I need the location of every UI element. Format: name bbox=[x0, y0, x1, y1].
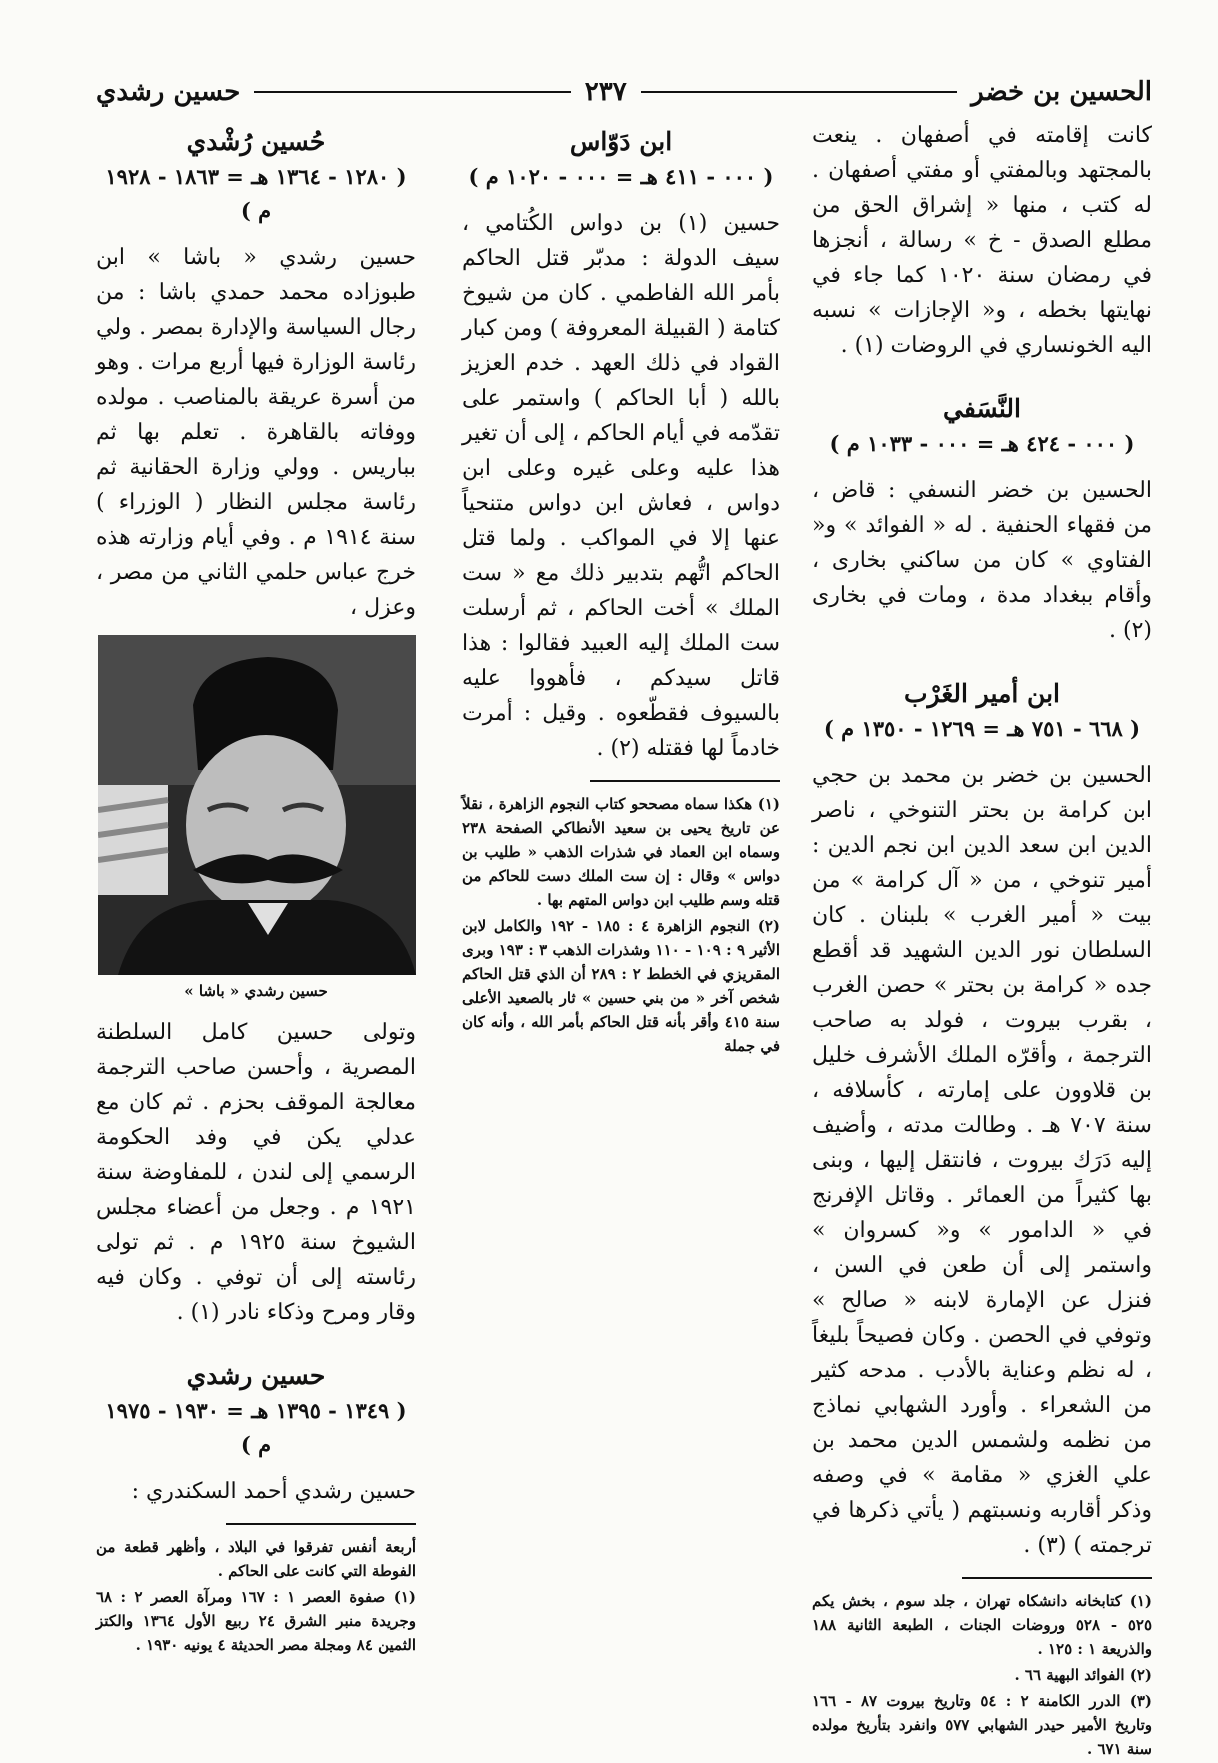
entry-title-nasafi: النَّسَفي bbox=[943, 394, 1021, 423]
right-column bbox=[812, 118, 1152, 1763]
entry-dates-husain-rushdi: ( ١٢٨٠ - ١٣٦٤ هـ = ١٨٦٣ - ١٩٢٨ م ) bbox=[105, 164, 407, 223]
entry-text-husain-rushdi: حسين رشدي « باشا » ابن طبوزاده محمد حمدي باشا : من رجال السياسة والإدارة بمصر . ولي رئاسة الوزارة فيها أربع مرات . وهو من أسرة عريقة بالمناصب . مولده ووفاته بالقاهرة . تعلم بها ثم بباريس . وولي وزارة الحقانية ثم رئاسة مجلس النظار ( الوزراء ) سنة ١٩١٤ م . وفي أيام وزارته هذه خرج عباس حلمي الثاني من مصر ، وعزل ، bbox=[96, 245, 416, 620]
footnote: (٢) النجوم الزاهرة ٤ : ١٨٥ - ١٩٢ والكامل لابن الأثير ٩ : ١٠٩ - ١١٠ وشذرات الذهب ٣ : ١٩٣ وبرى المقريزي في الخطط ٢ : ٢٨٩ أن الذي قتل الحاكم شخص آخر « من بني حسين » ثار بالصعيد الأعلى سنة ٤١٥ وأقر بأنه قتل الحاكم بأمر الله ، وأنه كان في جملة bbox=[462, 917, 781, 1055]
page-number: ٢٣٧ bbox=[584, 77, 627, 107]
footnote-rule bbox=[590, 780, 780, 782]
footnote: (١) كتابخانه دانشكاه تهران ، جلد سوم ، بخش يكم ٥٢٥ - ٥٢٨ وروضات الجنات ، الطبعة الثانية ١٨٨ والذريعة ١ : ١٢٥ . bbox=[812, 1592, 1152, 1658]
header-left-title: حسين رشدي bbox=[96, 77, 241, 107]
entry-text-husain-rushdi-2: حسين رشدي أحمد السكندري : bbox=[131, 1479, 416, 1504]
footnotes bbox=[812, 1589, 1152, 1761]
entry-dates-nasafi: ( ٠٠٠ - ٤٢٤ هـ = ٠٠٠ - ١٠٣٣ م ) bbox=[829, 431, 1135, 456]
portrait-photo bbox=[98, 635, 416, 975]
footnote: (٢) الفوائد البهية ٦٦ . bbox=[1014, 1666, 1152, 1684]
entry-text-husain-rushdi-cont: وتولى حسين كامل السلطنة المصرية ، وأحسن صاحب الترجمة معالجة الموقف بحزم . ثم كان مع عدلي يكن في وفد الحكومة الرسمي إلى لندن ، للمفاوضة سنة ١٩٢١ م . وجعل من أعضاء مجلس الشيوخ سنة ١٩٢٥ م . ثم تولى رئاسته إلى أن توفي . وكان فيه وقار ومرح وذكاء نادر (١) . bbox=[96, 1020, 416, 1325]
entry-title-ibn-dawwas: ابن دَوّاس bbox=[569, 127, 673, 156]
entry-dates-ibn-dawwas: ( ٠٠٠ - ٤١١ هـ = ٠٠٠ - ١٠٢٠ م ) bbox=[468, 164, 774, 189]
left-column bbox=[96, 118, 416, 1659]
portrait-illustration bbox=[98, 635, 416, 975]
footnote: (٣) الدرر الكامنة ٢ : ٥٤ وتاريخ بيروت ٨٧ - ١٦٦ وتاريخ الأمير حيدر الشهابي ٥٧٧ وانفرد بتأريخ مولده سنة ٦٧١ . bbox=[812, 1692, 1153, 1758]
entry-title-amir-gharb: ابن أمير الغَرْب bbox=[904, 679, 1060, 708]
entry-dates-amir-gharb: ( ٦٦٨ - ٧٥١ هـ = ١٢٦٩ - ١٣٥٠ م ) bbox=[823, 716, 1141, 741]
entry-text-nasafi: الحسين بن خضر النسفي : قاض ، من فقهاء الحنفية . له « الفوائد » و« الفتاوي » كان من ساكني بخارى ، وأقام ببغداد مدة ، ومات في بخارى (٢) . bbox=[812, 478, 1152, 643]
footnotes bbox=[96, 1535, 416, 1657]
footnote: (١) هكذا سماه مصححو كتاب النجوم الزاهرة ، نقلاً عن تاريخ يحيى بن سعيد الأنطاكي الصفحة ٢٣٨ وسماه ابن العماد في شذرات الذهب « طليب بن دواس » وقال : إن ست الملك دست للحاكم من قتله وسم طليب ابن دواس المتهم بها . bbox=[462, 795, 780, 909]
middle-column bbox=[462, 118, 780, 1060]
running-header bbox=[96, 72, 1152, 112]
portrait-caption: حسين رشدي « باشا » bbox=[184, 982, 328, 1000]
entry-text-ibn-dawwas: حسين (١) بن دواس الكُتامي ، سيف الدولة : مدبّر قتل الحاكم بأمر الله الفاطمي . كان من شيوخ كتامة ( القبيلة المعروفة ) ومن كبار القواد في ذلك العهد . خدم العزيز بالله ( أبا الحاكم ) واستمر على تقدّمه في أيام الحاكم ، إلى أن تغير هذا عليه وعلى غيره وعلى ابن دواس ، فعاش ابن دواس متنحياً عنها إلا في المواكب . ولما قتل الحاكم اتُّهم بتدبير ذلك مع « ست الملك » أخت الحاكم ، ثم أرسلت ست الملك إليه العبيد فقالوا : هذا قاتل سيدكم ، فأهووا عليه بالسيوف فقطّعوه . وقيل : أمرت خادماً لها فقتله (٢) . bbox=[462, 211, 781, 761]
entry-title-husain-rushdi-2: حسين رشدي bbox=[186, 1361, 326, 1390]
footnote: (١) صفوة العصر ١ : ١٦٧ ومرآة العصر ٢ : ٦٨ وجريدة منبر الشرق ٢٤ ربيع الأول ١٣٦٤ والكتز الثمين ٨٤ ومجلة مصر الحديثة ٤ يونيه ١٩٣٠ . bbox=[96, 1588, 416, 1654]
footnote-rule bbox=[962, 1577, 1152, 1579]
header-right-title: الحسين بن خضر bbox=[971, 77, 1152, 107]
header-rule bbox=[641, 91, 957, 93]
footnote-continuation: أربعة أنفس تفرقوا في البلاد ، وأظهر قطعة من الفوطة التي كانت على الحاكم . bbox=[96, 1538, 416, 1580]
entry-dates-husain-rushdi-2: ( ١٣٤٩ - ١٣٩٥ هـ = ١٩٣٠ - ١٩٧٥ م ) bbox=[105, 1398, 407, 1457]
entry-text-amir-gharb: الحسين بن خضر بن محمد بن حجي ابن كرامة بن بحتر التنوخي ، ناصر الدين ابن سعد الدين ابن نجم الدين : أمير تنوخي ، من « آل كرامة » من بيت « أمير الغرب » بلبنان . كان السلطان نور الدين الشهيد قد أقطع جده « كرامة بن بحتر » حصن الغرب ، بقرب بيروت ، فولد به صاحب الترجمة ، وأقرّه الملك الأشرف خليل بن قلاوون على إمارته ، كأسلافه ، سنة ٧٠٧ هـ . وطالت مدته ، وأضيف إليه دَرَك بيروت ، فانتقل إليها ، وبنى بها كثيراً من العمائر . وقاتل الإفرنج في « الدامور » و« كسروان » واستمر إلى أن طعن في السن ، فنزل عن الإمارة لابنه « صالح » وتوفي في الحصن . وكان فصيحاً بليغاً ، له نظم وعناية بالأدب . مدحه كثير من الشعراء . وأورد الشهابي نماذج من نظمه ولشمس الدين محمد بن علي الغزي « مقامة » في وصفه وذكر أقاربه ونسبتهم ( يأتي ذكرها في ترجمته ) (٣) . bbox=[812, 763, 1152, 1558]
entry-continuation: كانت إقامته في أصفهان . ينعت بالمجتهد وبالمفتي أو مفتي أصفهان . له كتب ، منها « إشراق الحق من مطلع الصدق - خ » رسالة ، أنجزها في رمضان سنة ١٠٢٠ كما جاء في نهايتها بخطه ، و« الإجازات » نسبه اليه الخونساري في الروضات (١) . bbox=[812, 123, 1152, 358]
footnote-rule bbox=[226, 1523, 416, 1525]
header-rule bbox=[254, 91, 570, 93]
entry-title-husain-rushdi: حُسين رُشْدي bbox=[186, 127, 326, 156]
footnotes bbox=[462, 792, 780, 1058]
